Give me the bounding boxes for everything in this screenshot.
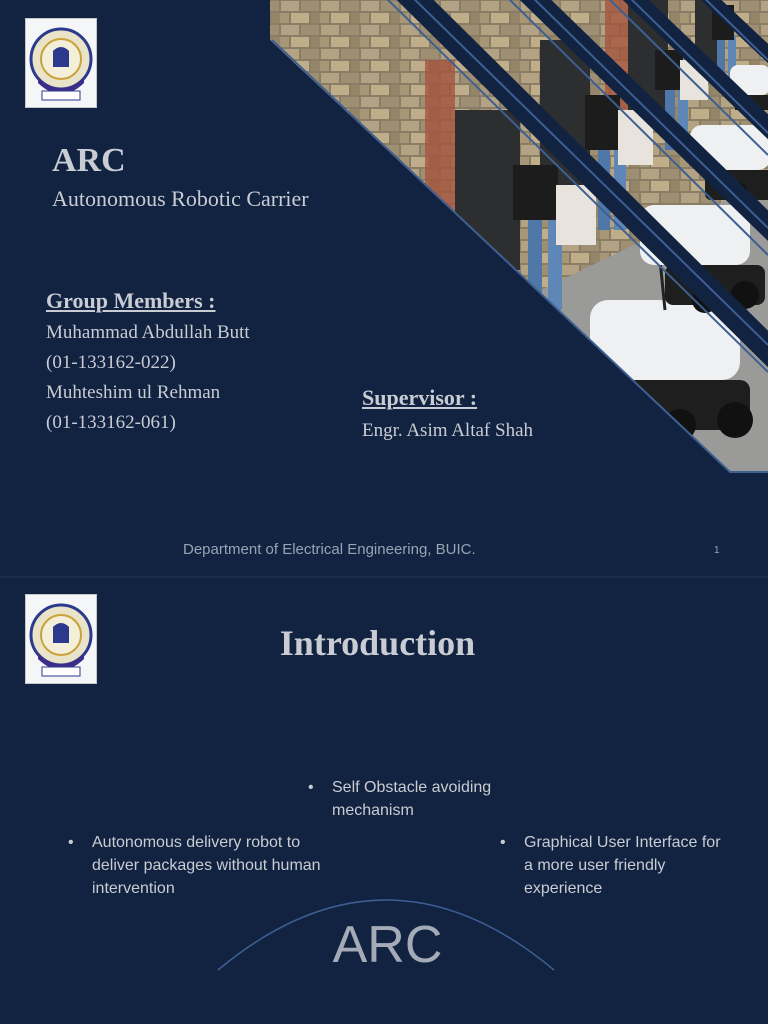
bahria-crest-icon [26, 19, 96, 107]
bullet-icon: • [500, 834, 506, 851]
member-name: Muhteshim ul Rehman [46, 382, 221, 403]
slide-number: 1 [714, 545, 720, 556]
bullet-text: Graphical User Interface for a more user friendly experience [524, 834, 721, 897]
member-name: Muhammad Abdullah Butt [46, 322, 250, 343]
bullet-text: Autonomous delivery robot to deliver packages without human intervention [92, 834, 321, 897]
presentation-title: ARC [52, 142, 126, 179]
arc-center-text: ARC [332, 916, 443, 974]
supervisor-heading: Supervisor : [362, 385, 478, 410]
bullet-icon: • [308, 779, 314, 796]
university-logo [25, 18, 97, 108]
bullet-icon: • [68, 834, 74, 851]
slide-title: Introduction [279, 623, 476, 663]
department-footer: Department of Electrical Engineering, BUIC. [183, 541, 476, 558]
member-id: (01-133162-061) [46, 412, 176, 433]
supervisor-name: Engr. Asim Altaf Shah [362, 420, 533, 441]
group-members-heading: Group Members : [46, 288, 216, 313]
bullet-text: Self Obstacle avoiding mechanism [332, 779, 492, 819]
introduction-slide [0, 578, 768, 1024]
member-id: (01-133162-022) [46, 352, 176, 373]
presentation-subtitle: Autonomous Robotic Carrier [52, 186, 309, 211]
